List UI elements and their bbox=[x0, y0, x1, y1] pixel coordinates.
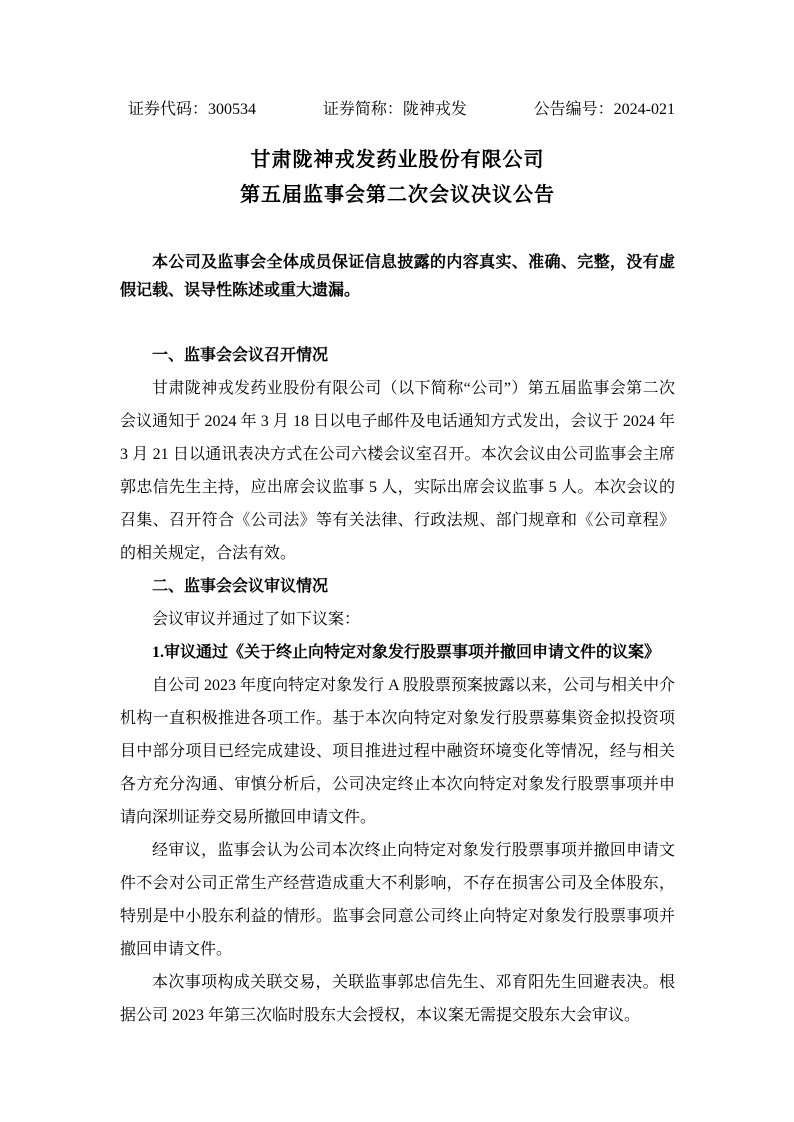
stock-code-label: 证券代码：300534 bbox=[128, 101, 257, 118]
document-header bbox=[120, 100, 675, 120]
announcement-title: 第五届监事会第二次会议决议公告 bbox=[240, 184, 555, 206]
proposal-1-paragraph-3: 本次事项构成关联交易，关联监事郭忠信先生、邓育阳先生回避表决。根据公司 2023 年第三次临时股东大会授权，本议案无需提交股东大会审议。 bbox=[120, 974, 675, 1024]
disclaimer-statement: 本公司及监事会全体成员保证信息披露的内容真实、准确、完整，没有虚假记载、误导性陈述或重大遗漏。 bbox=[120, 254, 675, 299]
company-name-title: 甘肃陇神戎发药业股份有限公司 bbox=[250, 149, 545, 171]
section-1-heading: 一、监事会会议召开情况 bbox=[152, 347, 329, 364]
stock-abbr-label: 证券简称：陇神戎发 bbox=[322, 101, 467, 118]
section-1-paragraph: 甘肃陇神戎发药业股份有限公司（以下简称“公司”）第五届监事会第二次会议通知于 2024 年 3 月 18 日以电子邮件及电话通知方式发出，会议于 2024 年 3 月 21 日以通讯表决方式在公司六楼会议室召开。本次会议由公司监事会主席郭忠信先生主持，应出席会议监事 5 人，实际出席会议监事 5 人。本次会议的召集、召开符合《公司法》等有关法律、行政法规、部门规章和《公司章程》的相关规定，合法有效。 bbox=[120, 380, 675, 562]
section-2-intro: 会议审议并通过了如下议案： bbox=[152, 611, 361, 628]
document-body bbox=[120, 339, 675, 1032]
proposal-1-paragraph-2: 经审议，监事会认为公司本次终止向特定对象发行股票事项并撤回申请文件不会对公司正常生产经营造成重大不利影响，不存在损害公司及全体股东，特别是中小股东利益的情形。监事会同意公司终止向特定对象发行股票事项并撤回申请文件。 bbox=[120, 842, 675, 958]
section-2-heading: 二、监事会会议审议情况 bbox=[152, 578, 329, 595]
announcement-number-label: 公告编号：2024-021 bbox=[533, 101, 675, 118]
proposal-1-heading: 1.审议通过《关于终止向特定对象发行股票事项并撤回申请文件的议案》 bbox=[152, 644, 661, 661]
proposal-1-paragraph-1: 自公司 2023 年度向特定对象发行 A 股股票预案披露以来，公司与相关中介机构一直积极推进各项工作。基于本次向特定对象发行股票募集资金拟投资项目中部分项目已经完成建设、项目推进过程中融资环境变化等情况，经与相关各方充分沟通、审慎分析后，公司决定终止本次向特定对象发行股票事项并申请向深圳证券交易所撤回申请文件。 bbox=[120, 677, 675, 826]
